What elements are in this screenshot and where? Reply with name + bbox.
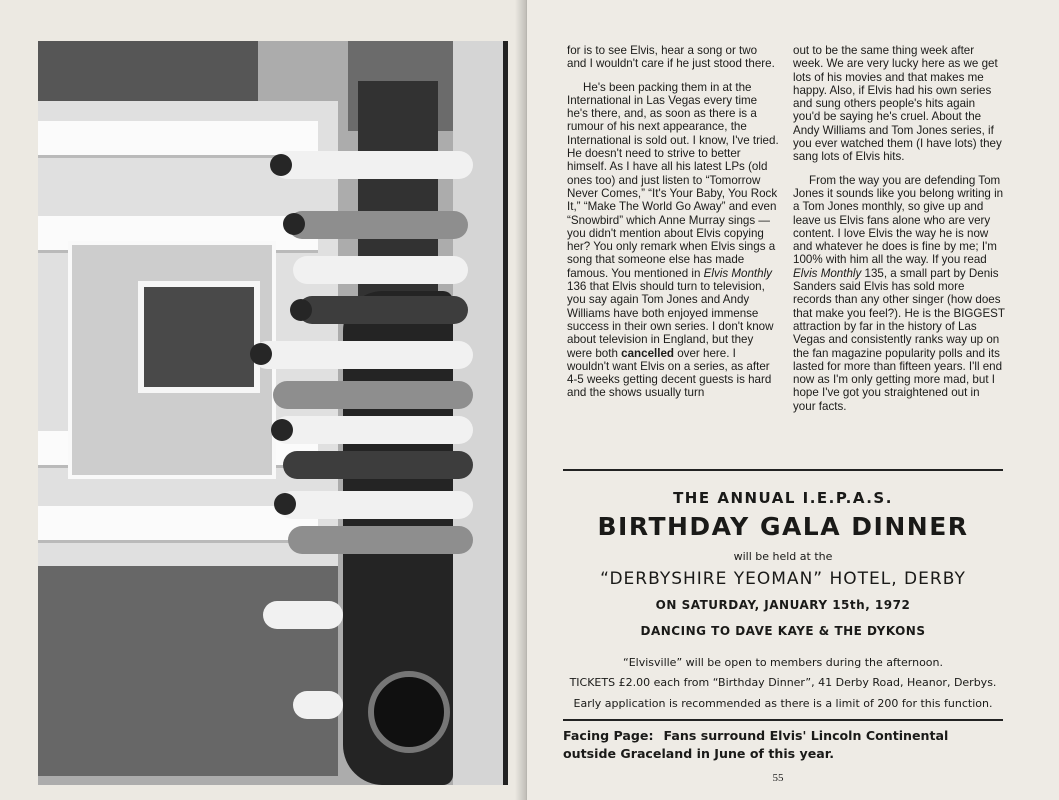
notice-date: ON SATURDAY, JANUARY 15th, 1972 (655, 598, 911, 612)
paragraph-text: over here. I wouldn't want Elvis on a series, as after 4-5 weeks getting decent guests is hard and the shows usually turn (567, 346, 772, 400)
divider-rule (563, 719, 1003, 721)
paragraph (793, 174, 1005, 413)
divider-rule (563, 469, 1003, 471)
left-page (0, 0, 527, 800)
paragraph-text: You mentioned in (611, 266, 704, 280)
paragraph: out to be the same thing week after week. We are very lucky here as we get lots of his movies and that makes me happy. Also, if Elvis had his own series and sung others people's hits again you'd be saying he's cruel. About the Andy Williams and Tom Jones series, if you ever watched them (I have lots) they sang lots of Elvis hits. (793, 44, 1002, 164)
notice-entertainment: DANCING TO DAVE KAYE & THE DYKONS (640, 624, 926, 638)
emphasis-text: cancelled (621, 346, 674, 360)
letter-text (567, 44, 1005, 464)
caption-heading: Facing Page: (563, 728, 654, 743)
paragraph (567, 81, 779, 400)
page-number: 55 (772, 772, 784, 784)
gala-dinner-notice (563, 474, 1003, 714)
notice-title: BIRTHDAY GALA DINNER (597, 512, 969, 541)
notice-venue: “DERBYSHIRE YEOMAN” HOTEL, DERBY (600, 569, 966, 589)
photo-caption (563, 727, 1003, 763)
caption-text: Fans surround Elvis' Lincoln Continental outside Graceland in June of this year. (563, 728, 949, 761)
fans-car-photo (38, 41, 508, 785)
paragraph-text: 135, a small part by Denis Sanders said Elvis has sold more records than any other singer (how does that make you feel?). He is the BIGGEST attraction by far in the history of Las Vegas and consistently ranks way up on the fan magazine popularity polls and its lasted for more than fifteen years. I'll end now as I'm only getting more mad, but I hope I've got you straightened out in your facts. (793, 266, 1005, 413)
paragraph: for is to see Elvis, hear a song or two and I wouldn't care if he just stood there. (567, 44, 775, 71)
notice-tickets: TICKETS £2.00 each from “Birthday Dinner”, 41 Derby Road, Heanor, Derbys. (569, 676, 997, 689)
paragraph-text: 136 that Elvis should turn to television, you say again Tom Jones and Andy Williams have both enjoyed immense success in their own series. I don't know about television in England, but they were both (567, 280, 774, 360)
magazine-title: Elvis Monthly (793, 266, 862, 280)
notice-organiser: THE ANNUAL I.E.P.A.S. (673, 489, 893, 507)
paragraph-text: From the way you are defending Tom Jones it sounds like you belong writing in a Tom Jones monthly, so give up and leave us Elvis fans alone who are very content. I love Elvis the way he is now and whatever he does is fine by me; I'm 100% with him all the way. If you read (793, 173, 1004, 267)
paragraph-text: He's been packing them in at the International in Las Vegas every time he's there, and, as soon as there is a rumour of his next appearance, the International is sold out. I know, I've tried. He doesn't need to strive to better himself. As I have all his latest LPs (old ones too) and just listen to “Tomorrow Never Comes,” “It's Your Baby, You Rock It,” “Make The World Go Away” and even “Snowbird” which Anne Murray sings — you didn't mention about Elvis copying her? You only remark when Elvis sings a song that someone else has made famous. (567, 80, 779, 280)
notice-elvisville: “Elvisville” will be open to members during the afternoon. (623, 656, 943, 669)
notice-application: Early application is recommended as there is a limit of 200 for this function. (573, 697, 993, 710)
magazine-title: Elvis Monthly (703, 266, 772, 280)
text-column-2 (793, 44, 1005, 423)
text-column-1 (567, 44, 779, 410)
notice-intro: will be held at the (733, 550, 833, 563)
